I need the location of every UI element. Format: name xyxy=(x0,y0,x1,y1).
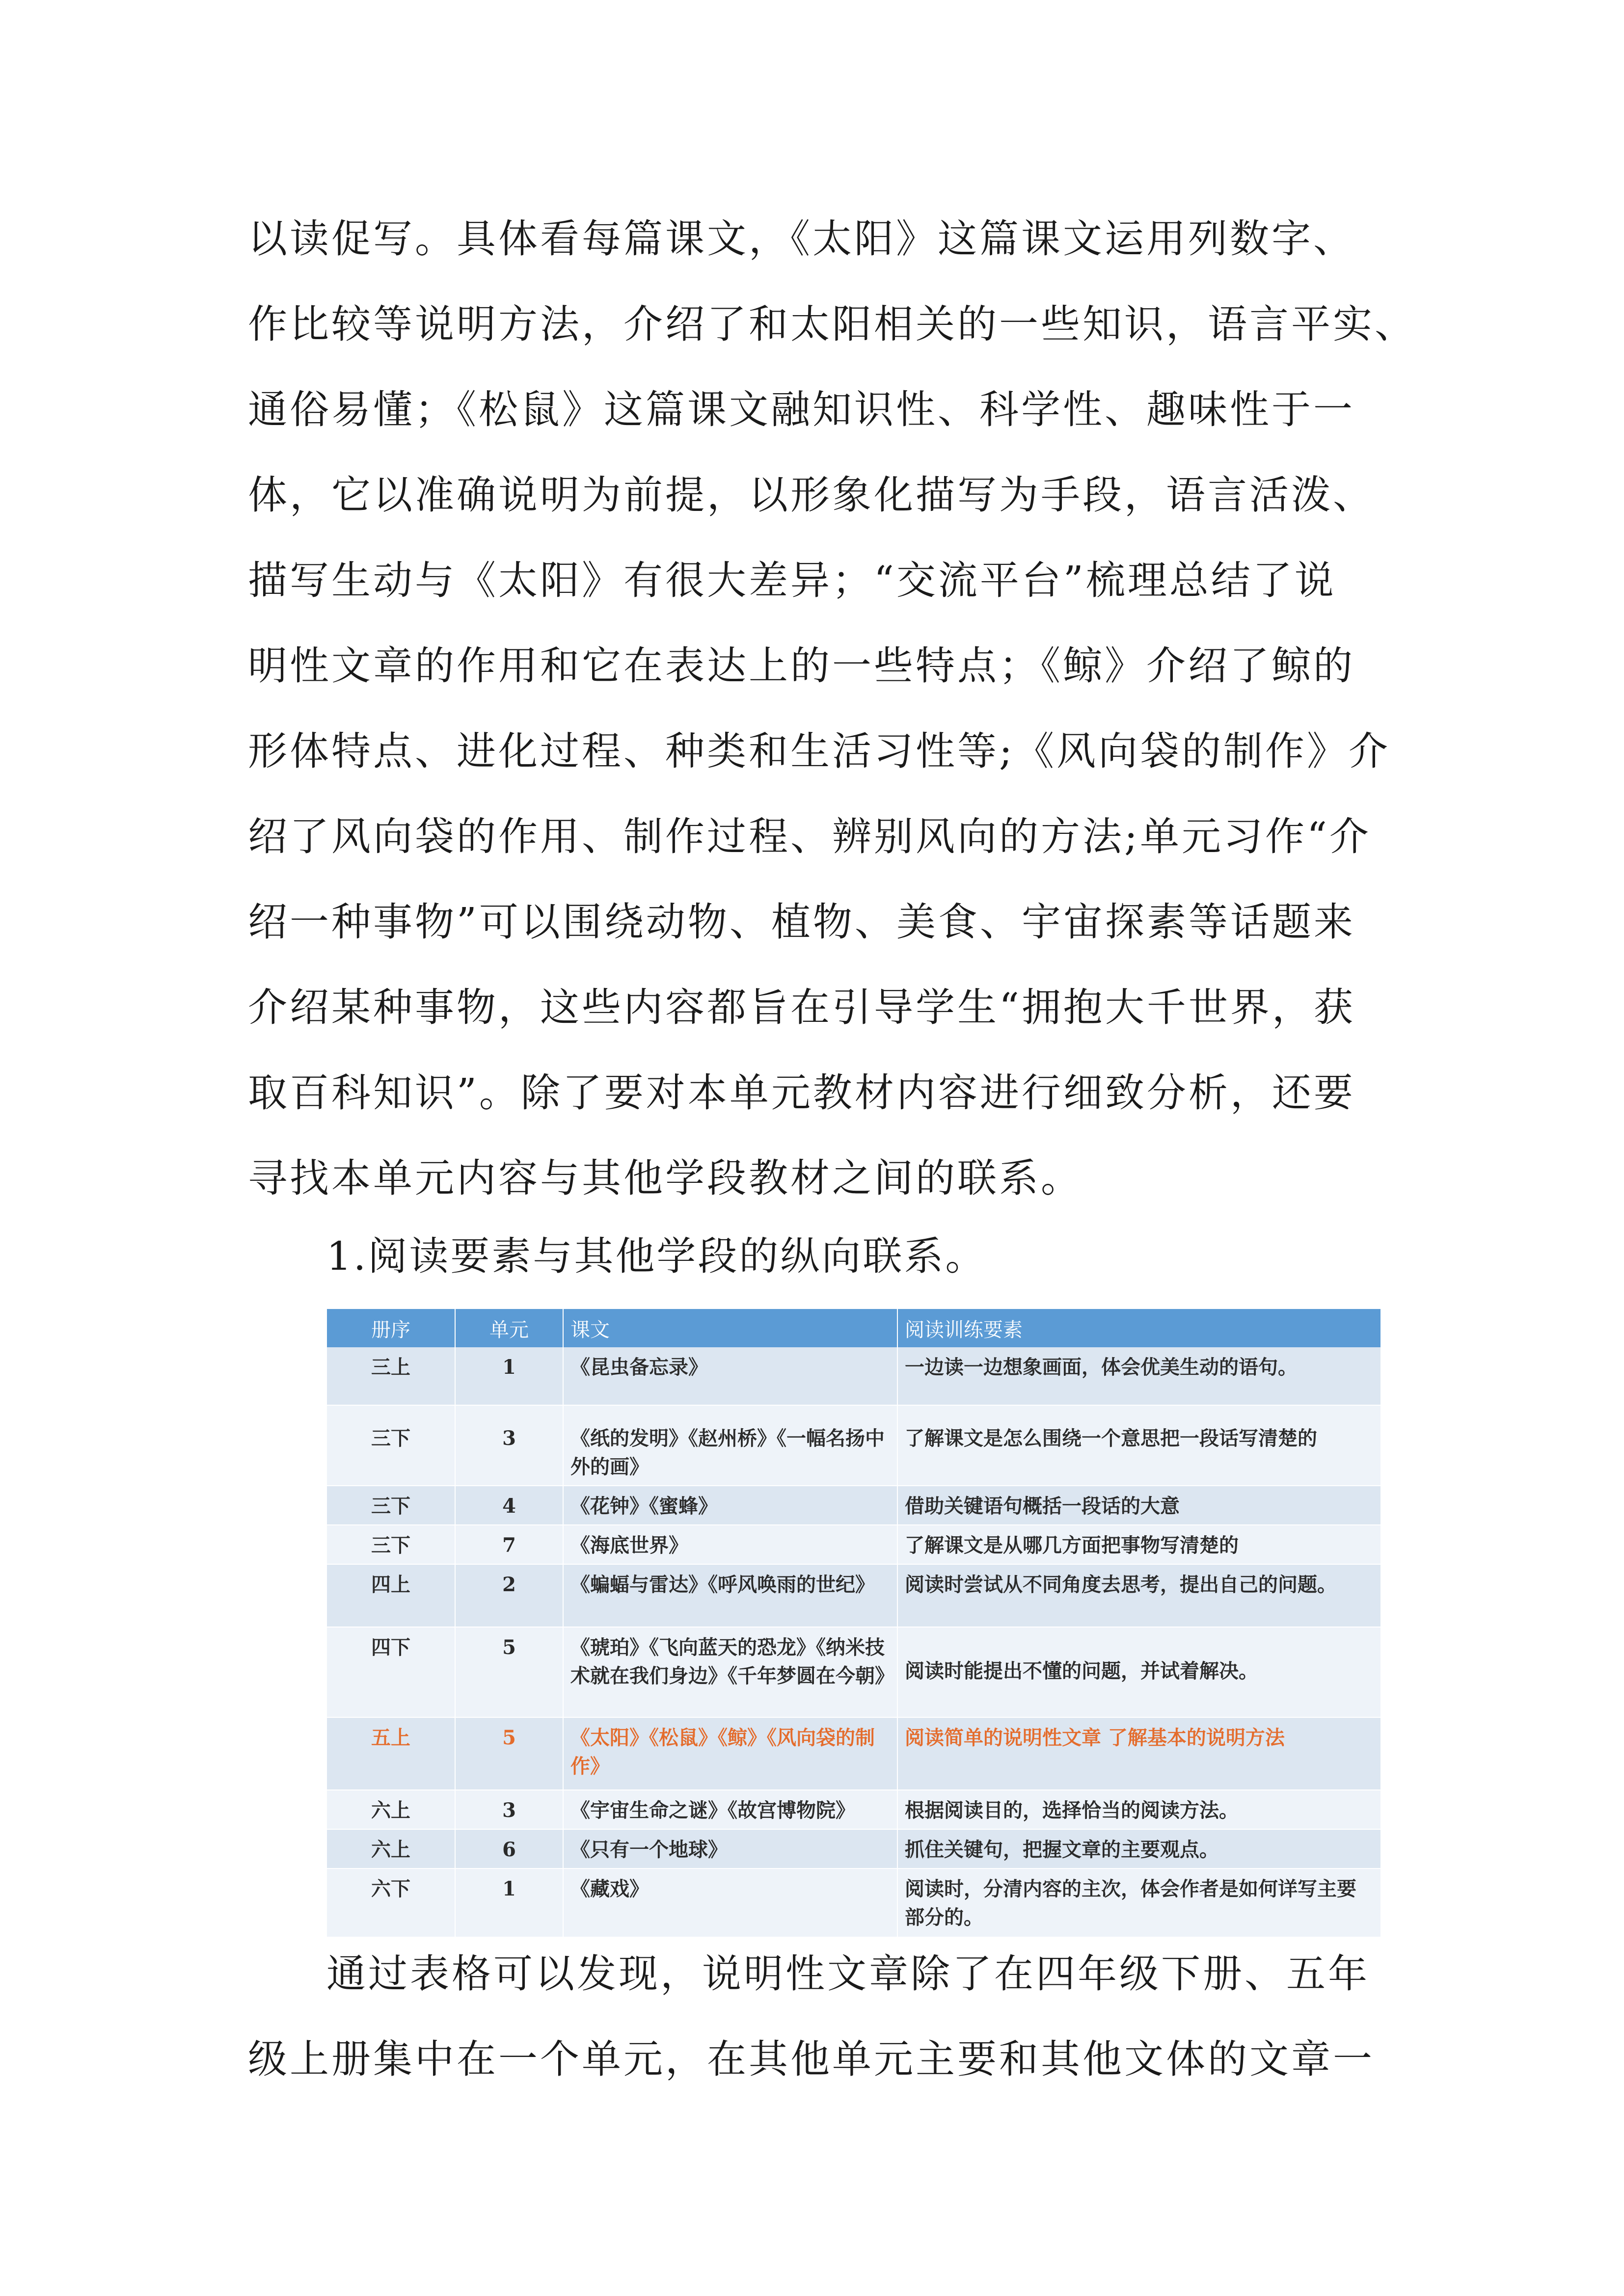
text-line: 通过表格可以发现，说明性文章除了在四年级下册、五年 xyxy=(326,1951,1370,1997)
table-row xyxy=(327,1869,1381,1937)
text-line: 体，它以准确说明为前提，以形象化描写为手段，语言活泼、 xyxy=(248,472,1375,518)
cell-unit: 1 xyxy=(455,1869,563,1937)
cell-unit: 3 xyxy=(455,1405,563,1486)
table-row xyxy=(327,1790,1381,1829)
table-header-row xyxy=(327,1309,1381,1347)
text-line: 级上册集中在一个单元，在其他单元主要和其他文体的文章一 xyxy=(248,2036,1375,2082)
text-line: 绍一种事物”可以围绕动物、植物、美食、宇宙探素等话题来 xyxy=(248,899,1355,945)
cell-unit: 6 xyxy=(455,1829,563,1869)
cell-volume: 六上 xyxy=(327,1829,455,1869)
cell-texts: 《藏戏》 xyxy=(563,1869,897,1937)
cell-volume: 四下 xyxy=(327,1627,455,1717)
cell-element: 借助关键语句概括一段话的大意 xyxy=(897,1486,1381,1525)
cell-volume: 三下 xyxy=(327,1525,455,1564)
cell-element: 根据阅读目的，选择恰当的阅读方法。 xyxy=(897,1790,1381,1829)
body-paragraph-2 xyxy=(248,1931,1416,2102)
cell-element: 抓住关键句，把握文章的主要观点。 xyxy=(897,1829,1381,1869)
cell-unit: 4 xyxy=(455,1486,563,1525)
header-reading-elements: 阅读训练要素 xyxy=(897,1309,1381,1347)
table-row xyxy=(327,1627,1381,1717)
cell-texts: 《蝙蝠与雷达》《呼风唤雨的世纪》 xyxy=(563,1564,897,1627)
cell-texts: 《琥珀》《飞向蓝天的恐龙》《纳米技术就在我们身边》《千年梦圆在今朝》 xyxy=(563,1627,897,1717)
cell-unit: 5 xyxy=(455,1717,563,1790)
text-line: 明性文章的作用和它在表达上的一些特点；《鲸》介绍了鲸的 xyxy=(248,643,1355,689)
section-heading: 1.阅读要素与其他学段的纵向联系。 xyxy=(326,1233,987,1279)
cell-volume: 三下 xyxy=(327,1405,455,1486)
cell-texts: 《花钟》《蜜蜂》 xyxy=(563,1486,897,1525)
cell-unit: 7 xyxy=(455,1525,563,1564)
reading-elements-table xyxy=(327,1309,1381,1929)
cell-volume: 六上 xyxy=(327,1790,455,1829)
cell-element: 阅读时，分清内容的主次，体会作者是如何详写主要部分的。 xyxy=(897,1869,1381,1937)
text-line: 绍了风向袋的作用、制作过程、辨别风向的方法;单元习作“介 xyxy=(248,814,1371,859)
header-volume: 册序 xyxy=(327,1309,455,1347)
cell-element: 了解课文是从哪几方面把事物写清楚的 xyxy=(897,1525,1381,1564)
text-line: 描写生动与《太阳》有很大差异；“交流平台”梳理总结了说 xyxy=(248,558,1336,603)
text-line: 以读促写。具体看每篇课文，《太阳》这篇课文运用列数字、 xyxy=(248,216,1355,262)
cell-volume: 六下 xyxy=(327,1869,455,1937)
table-row xyxy=(327,1486,1381,1525)
cell-volume: 五上 xyxy=(327,1717,455,1790)
header-texts: 课文 xyxy=(563,1309,897,1347)
table-row xyxy=(327,1525,1381,1564)
cell-volume: 三上 xyxy=(327,1347,455,1405)
cell-volume: 三下 xyxy=(327,1486,455,1525)
cell-texts: 《只有一个地球》 xyxy=(563,1829,897,1869)
text-line: 寻找本单元内容与其他学段教材之间的联系。 xyxy=(248,1155,1083,1201)
text-line: 作比较等说明方法，介绍了和太阳相关的一些知识，语言平实、 xyxy=(248,301,1416,347)
cell-texts: 《纸的发明》《赵州桥》《一幅名扬中外的画》 xyxy=(563,1405,897,1486)
cell-element: 阅读时尝试从不同角度去思考，提出自己的问题。 xyxy=(897,1564,1381,1627)
cell-element: 一边读一边想象画面，体会优美生动的语句。 xyxy=(897,1347,1381,1405)
text-line: 通俗易懂；《松鼠》这篇课文融知识性、科学性、趣味性于一 xyxy=(248,387,1355,432)
cell-texts: 《宇宙生命之谜》《故宫博物院》 xyxy=(563,1790,897,1829)
table-row xyxy=(327,1829,1381,1869)
cell-unit: 1 xyxy=(455,1347,563,1405)
cell-element: 阅读时能提出不懂的问题，并试着解决。 xyxy=(897,1627,1381,1717)
table-row xyxy=(327,1347,1381,1405)
table-row-highlighted xyxy=(327,1717,1381,1790)
text-line: 形体特点、进化过程、种类和生活习性等;《风向袋的制作》介 xyxy=(248,728,1390,774)
cell-element: 阅读简单的说明性文章 了解基本的说明方法 xyxy=(897,1717,1381,1790)
table-row xyxy=(327,1405,1381,1486)
header-unit: 单元 xyxy=(455,1309,563,1347)
cell-unit: 2 xyxy=(455,1564,563,1627)
cell-unit: 3 xyxy=(455,1790,563,1829)
text-line: 介绍某种事物，这些内容都旨在引导学生“拥抱大千世界，获 xyxy=(248,985,1355,1030)
table-row xyxy=(327,1564,1381,1627)
cell-element: 了解课文是怎么围绕一个意思把一段话写清楚的 xyxy=(897,1405,1381,1486)
cell-volume: 四上 xyxy=(327,1564,455,1627)
body-paragraph-1 xyxy=(248,196,1416,1221)
cell-texts: 《海底世界》 xyxy=(563,1525,897,1564)
text-line: 取百科知识”。除了要对本单元教材内容进行细致分析，还要 xyxy=(248,1070,1355,1116)
cell-texts: 《太阳》《松鼠》《鲸》《风向袋的制作》 xyxy=(563,1717,897,1790)
cell-texts: 《昆虫备忘录》 xyxy=(563,1347,897,1405)
cell-unit: 5 xyxy=(455,1627,563,1717)
